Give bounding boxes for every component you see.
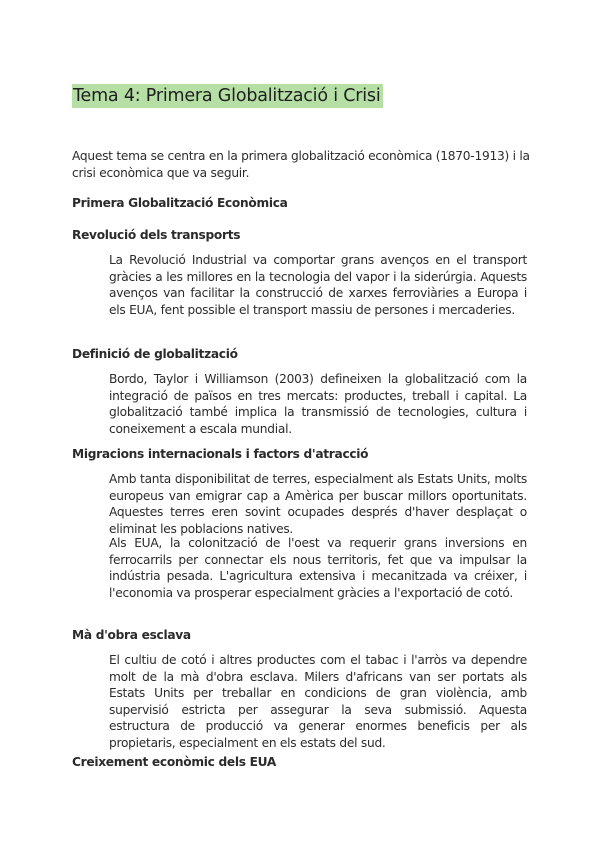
- heading-migracions: Migracions internacionals i factors d'atracció: [72, 447, 369, 461]
- document-title: Tema 4: Primera Globalització i Crisi: [73, 86, 381, 106]
- heading-primera-globalitzacio: Primera Globalització Econòmica: [72, 196, 288, 210]
- paragraph-definicio-globalitzacio: Bordo, Taylor i Williamson (2003) defineixen la globalització com la integració de països en tres mercats: productes, treball i capital. La globalització també implica la transmissió de tecnologies, cultura i coneixement a escala mundial.: [109, 372, 527, 436]
- heading-definicio-globalitzacio: Definició de globalització: [72, 347, 238, 361]
- heading-creixement-eua: Creixement econòmic dels EUA: [72, 755, 277, 769]
- paragraph-revolucio-transports: La Revolució Industrial va comportar grans avenços en el transport gràcies a les millores en la tecnologia del vapor i la siderúrgia. Aquests avenços van facilitar la construcció de xarxes ferroviàries a Europa i els EUA, fent possible el transport massiu de persones i mercaderies.: [109, 253, 527, 317]
- paragraph-ma-obra-esclava: El cultiu de cotó i altres productes com el tabac i l'arròs va dependre molt de la mà d'obra esclava. Milers d'africans van ser portats als Estats Units per treballar en condicions de gran violència, amb supervisió estricta per assegurar la seva submissió. Aquesta estructura de producció va generar enormes beneficis per als propietaris, especialment en els estats del sud.: [109, 653, 527, 750]
- paragraph-migracions-1: Amb tanta disponibilitat de terres, especialment als Estats Units, molts europeus van emigrar cap a Amèrica per buscar millors oportunitats. Aquestes terres eren sovint ocupades després d'haver desplaçat o eliminat les poblacions natives.: [109, 472, 527, 536]
- heading-ma-obra-esclava: Mà d'obra esclava: [72, 628, 191, 642]
- paragraph-migracions-2: Als EUA, la colonització de l'oest va requerir grans inversions en ferrocarrils per connectar els nous territoris, fet que va impulsar la indústria pesada. L'agricultura extensiva i mecanitzada va créixer, i l'economia va prosperar especialment gràcies a l'exportació de cotó.: [109, 536, 527, 600]
- intro-paragraph: Aquest tema se centra en la primera globalització econòmica (1870-1913) i la crisi econòmica que va seguir.: [72, 149, 530, 180]
- heading-revolucio-transports: Revolució dels transports: [72, 228, 241, 242]
